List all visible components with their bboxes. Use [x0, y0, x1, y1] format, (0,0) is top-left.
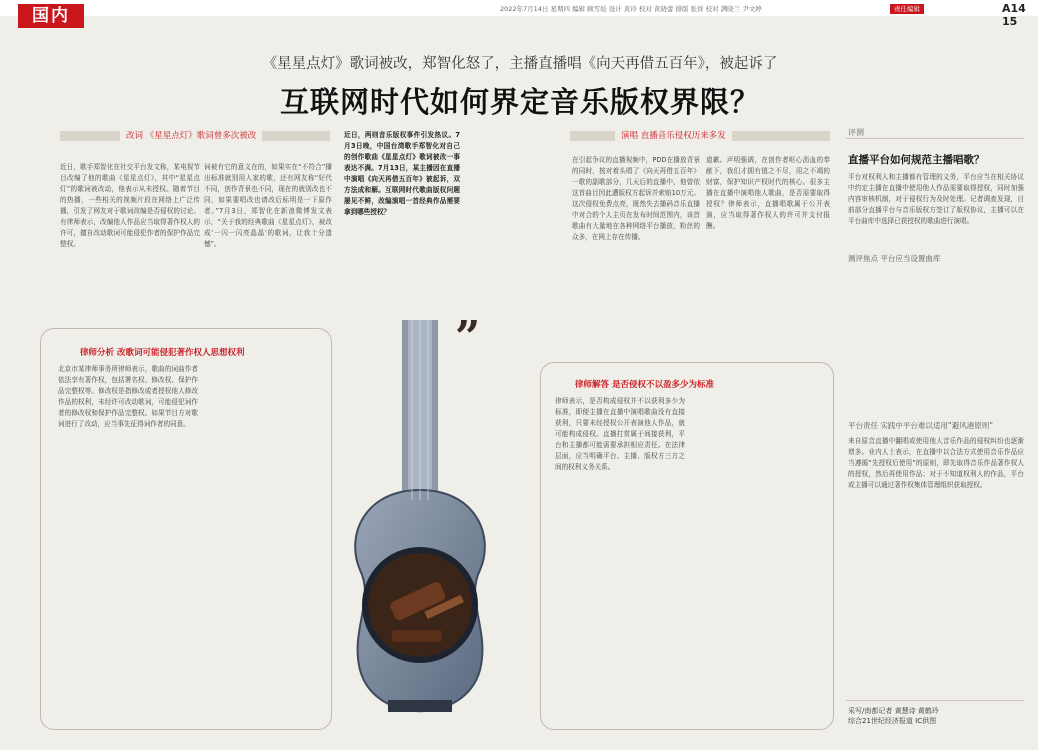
article-subheadline: 《星星点灯》歌词被改，郑智化怒了，主播直播唱《向天再借五百年》，被起诉了	[262, 56, 778, 72]
side-text	[848, 268, 1024, 408]
box-text: 律师表示，是否构成侵权并不以获利多少为标准，即便主播在直播中演唱歌曲没有直接获利，只要未经授权公开表演他人作品，就可能构成侵权。直播打赏属于间接获利，平台和主播都可能需要承担相应责任。在法律层面，应当明确平台、主播、版权方三方之间的权利义务关系。	[555, 397, 685, 471]
side-subhead: 测评焦点 平台应当设置曲库	[848, 254, 941, 263]
side-text: 平台对权利人和主播都有管理的义务，平台应当在相关协议中约定主播在直播中使用他人作品需要取得授权，同时加强内容审核机制，对于侵权行为及时处理。记者调查发现，目前部分直播平台与音乐版权方签订了版权协议，主播可以在平台曲库中选择已获授权的歌曲进行演唱。	[848, 173, 1024, 225]
article-column: 在引起争议的直播视频中，PDD在播放背景的同时，按对着头唱了《向天再借五百年》一歌的副歌部分，几天后的直播中，他曾依这首曲目因此遭版权方起诉并索赔10万元。这次侵权免费点亮，既然失去播码音乐直播中对合的个人主页在发布时间范围内，该首歌曲有大量地在各种网络平台播放，粉丝的众多，在网上存在传播。	[572, 156, 700, 241]
side-title: 直播平台如何规范主播唱歌？	[848, 154, 985, 166]
page-number: A14 15	[1002, 2, 1026, 28]
guitar-gavel-illustration	[330, 320, 510, 730]
side-subhead: 平台责任 实践中平台难以适用“避风港原则”	[848, 421, 994, 430]
box-title: 律师分析 改歌词可能侵犯著作权人思想权利	[80, 348, 245, 358]
article-headline: 互联网时代如何界定音乐版权界限？	[279, 85, 760, 119]
article-lead: 近日，两则音乐版权事件引发热议。7月3日晚，中国台湾歌手郑智化对自己的创作歌曲《星星点灯》歌词被改一事表达不满。7月13日，某主播因在直播中演唱《向天再借五百年》被起诉，双方法成和解。互联网时代歌曲版权问题屡见不鲜，改编演唱一首经典作品需要拿到哪些授权？	[344, 131, 460, 216]
side-label: 评测	[848, 128, 864, 137]
header-meta: 2022年7月14日 星期四 编辑 顾雪姣 设计 黄玲 校对 黄晓蕾 排版 张祥 校对 满晓兰 尹文婷	[500, 5, 762, 13]
article-column: 近日，歌手郑智化在社交平台发文称，某电视节目改编了他的歌曲《星星点灯》，其中“星星点灯”的歌词被改动，他表示从未授权。随着节目的热播，一些相关的视频片段在网络上广泛传播，引发了网友对于歌词改编是否侵权的讨论。有律师表示，改编他人作品应当取得著作权人的许可，擅自改动歌词可能侵犯作者的保护作品完整权。	[60, 163, 200, 248]
section-tag: 国内	[18, 4, 84, 28]
section-label: 演唱 直播音乐侵权历来多发	[615, 129, 732, 141]
box-text: 北京市某律师事务所律师表示，歌曲的词曲作者依法享有著作权，包括署名权、修改权、保护作品完整权等。修改权是指修改或者授权他人修改作品的权利，未经许可改动歌词，可能侵犯词作者的修改权和保护作品完整权。如果节目方对歌词进行了改动，应当事先征得词作者的同意。	[58, 365, 198, 428]
article-column: 道歉。声明强调，在创作者呕心沥血的奉献下，我们才拥有值之不尽，用之不竭的财富，保护知识产权时代的核心。很多主播在直播中演唱他人歌曲，是否需要取得授权？律师表示，直播唱歌属于公开表演，应当取得著作权人的许可并支付报酬。	[706, 156, 830, 230]
divider	[846, 700, 1024, 701]
divider	[846, 138, 1024, 139]
quote-mark: ”	[455, 312, 481, 363]
box-text	[204, 364, 324, 614]
article-column: 词被有它的意义在的，如果实在“不符合”播出标准就别用人家的歌，还有网友称“好代不同，创作背景也不同，现在的就别改也不同，如果要唱改也请改后标明是一下原作者。”7月3日，郑智化在新浪微博发文表示，“关于我的经典歌曲《星星点灯》，被改成‘一闪一闪亮晶晶’的歌词，让我十分遗憾”。	[204, 163, 332, 248]
section-label: 改词 《星星点灯》歌词曾多次被改	[120, 129, 262, 141]
credits: 采写/南都记者 黄慧诗 黄鹤玲 综合21世纪经济报道 IC供图	[848, 707, 939, 725]
side-text: 来自原音直播中翻唱或使用他人音乐作品的侵权纠纷也逐渐增多。业内人士表示，在直播中以合法方式使用音乐作品应当遵循“先授权后使用”的原则，即先取得音乐作品著作权人的授权，然后再使用作品；对于不知道权利人的作品，平台或主播可以通过著作权集体管理组织获取授权。	[848, 437, 1024, 489]
header-tag: 责任编辑	[890, 4, 924, 14]
box-title: 律师解答 是否侵权不以盈多少为标准	[575, 380, 714, 390]
